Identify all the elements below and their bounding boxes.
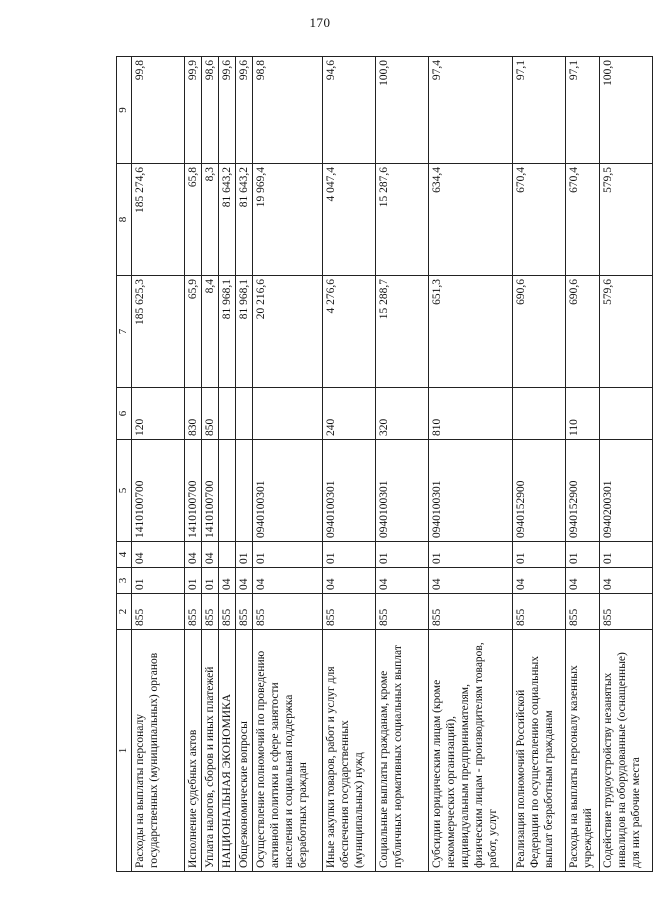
column-header: 8 [117, 164, 132, 276]
expense-type-cell: 120 [132, 388, 185, 440]
ministry-code-cell: 855 [219, 594, 236, 630]
expense-name-cell: Общеэкономические вопросы [236, 630, 253, 872]
percent-cell: 99,9 [185, 57, 202, 164]
percent-cell: 97,1 [566, 57, 600, 164]
percent-cell: 94,6 [323, 57, 376, 164]
page-number: 170 [309, 15, 331, 30]
table-row [429, 57, 513, 872]
expense-name-cell: Иные закупки товаров, работ и услуг для обеспечения государственных (муниципальных) нужд [323, 630, 376, 872]
actual-amount-cell: 634,4 [429, 164, 513, 276]
percent-cell: 99,6 [219, 57, 236, 164]
percent-cell: 98,6 [202, 57, 219, 164]
subsection-code-cell: 01 [513, 542, 566, 568]
subsection-code-cell: 04 [202, 542, 219, 568]
percent-cell: 100,0 [600, 57, 653, 164]
ministry-code-cell: 855 [132, 594, 185, 630]
table-header-row [117, 57, 132, 872]
subsection-code-cell: 01 [566, 542, 600, 568]
expense-type-cell: 110 [566, 388, 600, 440]
table-row [513, 57, 566, 872]
ministry-code-cell: 855 [566, 594, 600, 630]
expense-name-cell: Расходы на выплаты персоналу государственных (муниципальных) органов [132, 630, 185, 872]
expense-type-cell [253, 388, 323, 440]
expense-type-cell [219, 388, 236, 440]
section-code-cell: 01 [132, 568, 185, 594]
target-article-cell [236, 440, 253, 542]
planned-amount-cell: 579,6 [600, 276, 653, 388]
ministry-code-cell: 855 [253, 594, 323, 630]
actual-amount-cell: 670,4 [566, 164, 600, 276]
column-header: 9 [117, 57, 132, 164]
subsection-code-cell [219, 542, 236, 568]
expense-name-cell: Уплата налогов, сборов и иных платежей [202, 630, 219, 872]
expense-type-cell: 320 [376, 388, 429, 440]
ministry-code-cell: 855 [600, 594, 653, 630]
table-row [236, 57, 253, 872]
expense-type-cell: 850 [202, 388, 219, 440]
actual-amount-cell: 185 274,6 [132, 164, 185, 276]
section-code-cell: 04 [253, 568, 323, 594]
target-article-cell: 0940100301 [253, 440, 323, 542]
expense-name-cell: Осуществление полномочий по проведению активной политики в сфере занятости населения и социальная поддержка безработных граждан [253, 630, 323, 872]
planned-amount-cell: 651,3 [429, 276, 513, 388]
expense-type-cell: 810 [429, 388, 513, 440]
section-code-cell: 01 [202, 568, 219, 594]
subsection-code-cell: 01 [376, 542, 429, 568]
actual-amount-cell: 19 969,4 [253, 164, 323, 276]
table-row [219, 57, 236, 872]
expense-type-cell [600, 388, 653, 440]
actual-amount-cell: 8,3 [202, 164, 219, 276]
column-header: 5 [117, 440, 132, 542]
planned-amount-cell: 81 968,1 [219, 276, 236, 388]
target-article-cell: 0940100301 [429, 440, 513, 542]
expense-name-cell: Реализация полномочий Российской Федерации по осуществлению социальных выплат безработным гражданам [513, 630, 566, 872]
planned-amount-cell: 185 625,3 [132, 276, 185, 388]
expense-type-cell [236, 388, 253, 440]
column-header: 1 [117, 630, 132, 872]
planned-amount-cell: 690,6 [566, 276, 600, 388]
actual-amount-cell: 670,4 [513, 164, 566, 276]
target-article-cell: 1410100700 [185, 440, 202, 542]
actual-amount-cell: 65,8 [185, 164, 202, 276]
budget-table [116, 56, 653, 872]
table-row [600, 57, 653, 872]
section-code-cell: 01 [185, 568, 202, 594]
target-article-cell: 1410100700 [202, 440, 219, 542]
table-row [132, 57, 185, 872]
target-article-cell: 0940200301 [600, 440, 653, 542]
column-header: 6 [117, 388, 132, 440]
rotated-table-container [116, 57, 643, 872]
expense-name-cell: Исполнение судебных актов [185, 630, 202, 872]
planned-amount-cell: 65,9 [185, 276, 202, 388]
ministry-code-cell: 855 [202, 594, 219, 630]
expense-type-cell [513, 388, 566, 440]
table-row [323, 57, 376, 872]
section-code-cell: 04 [219, 568, 236, 594]
actual-amount-cell: 81 643,2 [219, 164, 236, 276]
column-header: 3 [117, 568, 132, 594]
subsection-code-cell: 04 [132, 542, 185, 568]
expense-type-cell: 830 [185, 388, 202, 440]
actual-amount-cell: 579,5 [600, 164, 653, 276]
subsection-code-cell: 01 [429, 542, 513, 568]
target-article-cell: 0940152900 [566, 440, 600, 542]
subsection-code-cell: 01 [236, 542, 253, 568]
expense-name-cell: Содействие трудоустройству незанятых инвалидов на оборудованные (оснащенные) для них рабочие места [600, 630, 653, 872]
expense-name-cell: НАЦИОНАЛЬНАЯ ЭКОНОМИКА [219, 630, 236, 872]
ministry-code-cell: 855 [236, 594, 253, 630]
subsection-code-cell: 01 [323, 542, 376, 568]
table-row [566, 57, 600, 872]
target-article-cell: 0940100301 [376, 440, 429, 542]
target-article-cell: 0940152900 [513, 440, 566, 542]
percent-cell: 100,0 [376, 57, 429, 164]
section-code-cell: 04 [236, 568, 253, 594]
ministry-code-cell: 855 [429, 594, 513, 630]
planned-amount-cell: 15 288,7 [376, 276, 429, 388]
percent-cell: 99,6 [236, 57, 253, 164]
table-row [202, 57, 219, 872]
table-row [376, 57, 429, 872]
planned-amount-cell: 690,6 [513, 276, 566, 388]
expense-name-cell: Социальные выплаты гражданам, кроме публичных нормативных социальных выплат [376, 630, 429, 872]
section-code-cell: 04 [600, 568, 653, 594]
ministry-code-cell: 855 [185, 594, 202, 630]
percent-cell: 98,8 [253, 57, 323, 164]
column-header: 7 [117, 276, 132, 388]
expense-name-cell: Субсидии юридическим лицам (кроме некоммерческих организаций), индивидуальным предпринимателям, физическим лицам - производителям товаров, работ, услуг [429, 630, 513, 872]
target-article-cell [219, 440, 236, 542]
table-row [253, 57, 323, 872]
ministry-code-cell: 855 [323, 594, 376, 630]
actual-amount-cell: 81 643,2 [236, 164, 253, 276]
planned-amount-cell: 8,4 [202, 276, 219, 388]
table-row [185, 57, 202, 872]
percent-cell: 97,4 [429, 57, 513, 164]
planned-amount-cell: 20 216,6 [253, 276, 323, 388]
column-header: 4 [117, 542, 132, 568]
ministry-code-cell: 855 [513, 594, 566, 630]
subsection-code-cell: 04 [185, 542, 202, 568]
section-code-cell: 04 [566, 568, 600, 594]
expense-type-cell: 240 [323, 388, 376, 440]
percent-cell: 99,8 [132, 57, 185, 164]
section-code-cell: 04 [513, 568, 566, 594]
actual-amount-cell: 4 047,4 [323, 164, 376, 276]
expense-name-cell: Расходы на выплаты персоналу казенных учреждений [566, 630, 600, 872]
section-code-cell: 04 [429, 568, 513, 594]
section-code-cell: 04 [376, 568, 429, 594]
planned-amount-cell: 81 968,1 [236, 276, 253, 388]
section-code-cell: 04 [323, 568, 376, 594]
ministry-code-cell: 855 [376, 594, 429, 630]
planned-amount-cell: 4 276,6 [323, 276, 376, 388]
target-article-cell: 1410100700 [132, 440, 185, 542]
target-article-cell: 0940100301 [323, 440, 376, 542]
column-header: 2 [117, 594, 132, 630]
subsection-code-cell: 01 [600, 542, 653, 568]
actual-amount-cell: 15 287,6 [376, 164, 429, 276]
subsection-code-cell: 01 [253, 542, 323, 568]
percent-cell: 97,1 [513, 57, 566, 164]
